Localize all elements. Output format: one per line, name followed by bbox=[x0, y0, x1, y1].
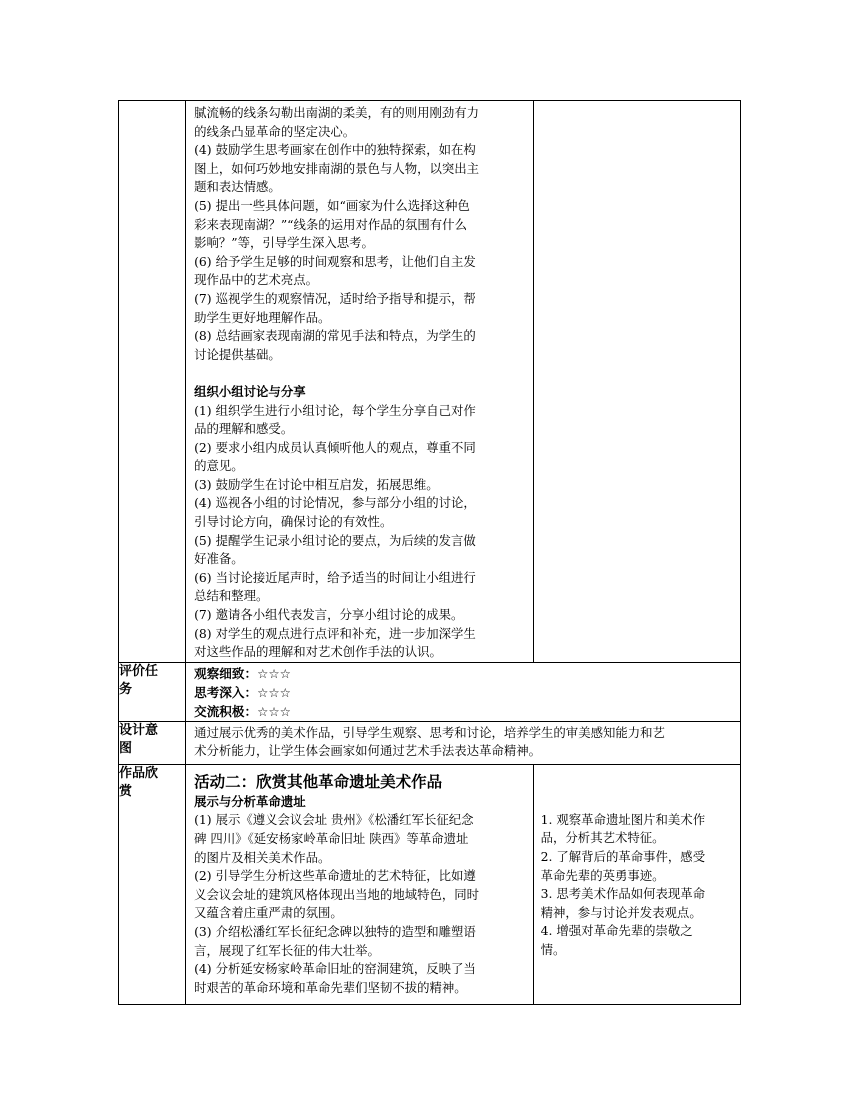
activity-title: 活动二：欣赏其他革命遗址美术作品 bbox=[194, 772, 443, 791]
text-line: 图上，如何巧妙地安排南湖的景色与人物，以突出主 bbox=[194, 160, 480, 176]
design-intent-content-cell bbox=[186, 721, 741, 764]
process-student-cell bbox=[533, 101, 740, 663]
text-line: (4) 鼓励学生思考画家在创作中的独特探索，如在构 bbox=[194, 142, 476, 158]
text-line: 义会议会址的建筑风格体现出当地的地域特色，同时 bbox=[194, 886, 480, 902]
label-line: 作品欣 bbox=[119, 765, 159, 781]
label-line: 图 bbox=[119, 740, 133, 756]
process-row bbox=[119, 101, 741, 663]
text-line: 通过展示优秀的美术作品，引导学生观察、思考和讨论，培养学生的审美感知能力和艺 bbox=[194, 724, 665, 740]
appreciation-content-cell bbox=[186, 764, 534, 1004]
text-line: (6) 给予学生足够的时间观察和思考，让他们自主发 bbox=[194, 253, 476, 269]
text-line: 的图片及相关美术作品。 bbox=[194, 849, 331, 865]
lesson-plan-table bbox=[118, 100, 741, 1005]
text-line: 总结和整理。 bbox=[194, 588, 269, 604]
label-line: 设计意 bbox=[119, 722, 159, 738]
text-line: 讨论提供基础。 bbox=[194, 346, 281, 362]
text-line: 又蕴含着庄重严肃的氛围。 bbox=[194, 905, 343, 921]
process-label-cell bbox=[119, 101, 186, 663]
student-activity-line: 4. 增强对革命先辈的崇敬之 bbox=[540, 923, 693, 939]
evaluation-item: 观察细致：☆☆☆ bbox=[194, 665, 291, 681]
text-line: 影响？”等，引导学生深入思考。 bbox=[194, 235, 374, 251]
text-line: 助学生更好地理解作品。 bbox=[194, 309, 331, 325]
student-activity-line: 情。 bbox=[540, 941, 566, 957]
blank-line bbox=[194, 364, 525, 383]
text-line: 碑 四川》《延安杨家岭革命旧址 陕西》等革命遗址 bbox=[194, 831, 469, 846]
text-line: 腻流畅的线条勾勒出南湖的柔美，有的则用刚劲有力 bbox=[194, 105, 480, 120]
text-line: (8) 总结画家表现南湖的常见手法和特点，为学生的 bbox=[194, 328, 476, 344]
evaluation-content-cell bbox=[186, 662, 741, 721]
text-line: (6) 当讨论接近尾声时，给予适当的时间让小组进行 bbox=[194, 569, 476, 585]
text-line: 引导讨论方向，确保讨论的有效性。 bbox=[194, 514, 393, 530]
label-line: 赏 bbox=[119, 783, 133, 799]
design-intent-label bbox=[119, 721, 186, 764]
appreciation-row bbox=[119, 764, 741, 1004]
evaluation-row bbox=[119, 662, 741, 721]
text-line: (1) 展示《遵义会议会址 贵州》《松潘红军长征纪念 bbox=[194, 812, 474, 828]
label-line: 评价任 bbox=[119, 663, 159, 679]
evaluation-label bbox=[119, 662, 186, 721]
text-line: 品的理解和感受。 bbox=[194, 421, 294, 437]
text-line: (5) 提出一些具体问题，如“画家为什么选择这种色 bbox=[194, 197, 470, 213]
text-line: (4) 巡视各小组的讨论情况，参与部分小组的讨论， bbox=[194, 495, 476, 511]
text-line: (7) 邀请各小组代表发言，分享小组讨论的成果。 bbox=[194, 607, 464, 623]
appreciation-student-cell bbox=[533, 764, 740, 1004]
text-line: 的线条凸显革命的坚定决心。 bbox=[194, 123, 356, 139]
text-line: 现作品中的艺术亮点。 bbox=[194, 272, 318, 288]
text-line: (7) 巡视学生的观察情况，适时给予指导和提示，帮 bbox=[194, 290, 476, 306]
design-intent-row bbox=[119, 721, 741, 764]
label-line: 务 bbox=[119, 681, 133, 697]
text-line: 彩来表现南湖？”“线条的运用对作品的氛围有什么 bbox=[194, 216, 467, 232]
section-heading: 展示与分析革命遗址 bbox=[194, 793, 306, 809]
text-line: 题和表达情感。 bbox=[194, 179, 281, 195]
text-line: 时艰苦的革命环境和革命先辈们坚韧不拔的精神。 bbox=[194, 979, 467, 995]
student-activity-line: 2. 了解背后的革命事件，感受 bbox=[540, 849, 706, 864]
text-line: 对这些作品的理解和对艺术创作手法的认识。 bbox=[194, 644, 442, 660]
text-line: 的意见。 bbox=[194, 458, 244, 474]
text-line: 好准备。 bbox=[194, 551, 244, 567]
text-line: (4) 分析延安杨家岭革命旧址的窑洞建筑，反映了当 bbox=[194, 961, 476, 977]
text-line: (5) 提醒学生记录小组讨论的要点，为后续的发言做 bbox=[194, 532, 476, 548]
section-heading: 组织小组讨论与分享 bbox=[194, 383, 306, 399]
process-content-cell bbox=[186, 101, 534, 663]
text-line: (3) 鼓励学生在讨论中相互启发，拓展思维。 bbox=[194, 476, 439, 492]
text-line: (1) 组织学生进行小组讨论，每个学生分享自己对作 bbox=[194, 402, 476, 418]
student-activity-line: 1. 观察革命遗址图片和美术作 bbox=[540, 811, 706, 827]
text-line: 言，展现了红军长征的伟大壮举。 bbox=[194, 942, 380, 958]
text-line: (2) 要求小组内成员认真倾听他人的观点，尊重不同 bbox=[194, 439, 476, 455]
student-activity-line: 精神，参与讨论并发表观点。 bbox=[540, 904, 702, 920]
student-activity-line: 革命先辈的英勇事迹。 bbox=[540, 867, 665, 883]
text-line: (3) 介绍松潘红军长征纪念碑以独特的造型和雕塑语 bbox=[194, 923, 476, 939]
text-line: (8) 对学生的观点进行点评和补充，进一步加深学生 bbox=[194, 625, 476, 641]
evaluation-item: 思考深入：☆☆☆ bbox=[194, 684, 291, 700]
evaluation-item: 交流积极：☆☆☆ bbox=[194, 703, 291, 719]
text-line: (2) 引导学生分析这些革命遗址的艺术特征，比如遵 bbox=[194, 868, 476, 884]
text-line: 术分析能力，让学生体会画家如何通过艺术手法表达革命精神。 bbox=[194, 743, 542, 759]
student-activity-line: 3. 思考美术作品如何表现革命 bbox=[540, 886, 706, 902]
appreciation-label bbox=[119, 764, 186, 1004]
student-activity-line: 品，分析其艺术特征。 bbox=[540, 830, 665, 846]
